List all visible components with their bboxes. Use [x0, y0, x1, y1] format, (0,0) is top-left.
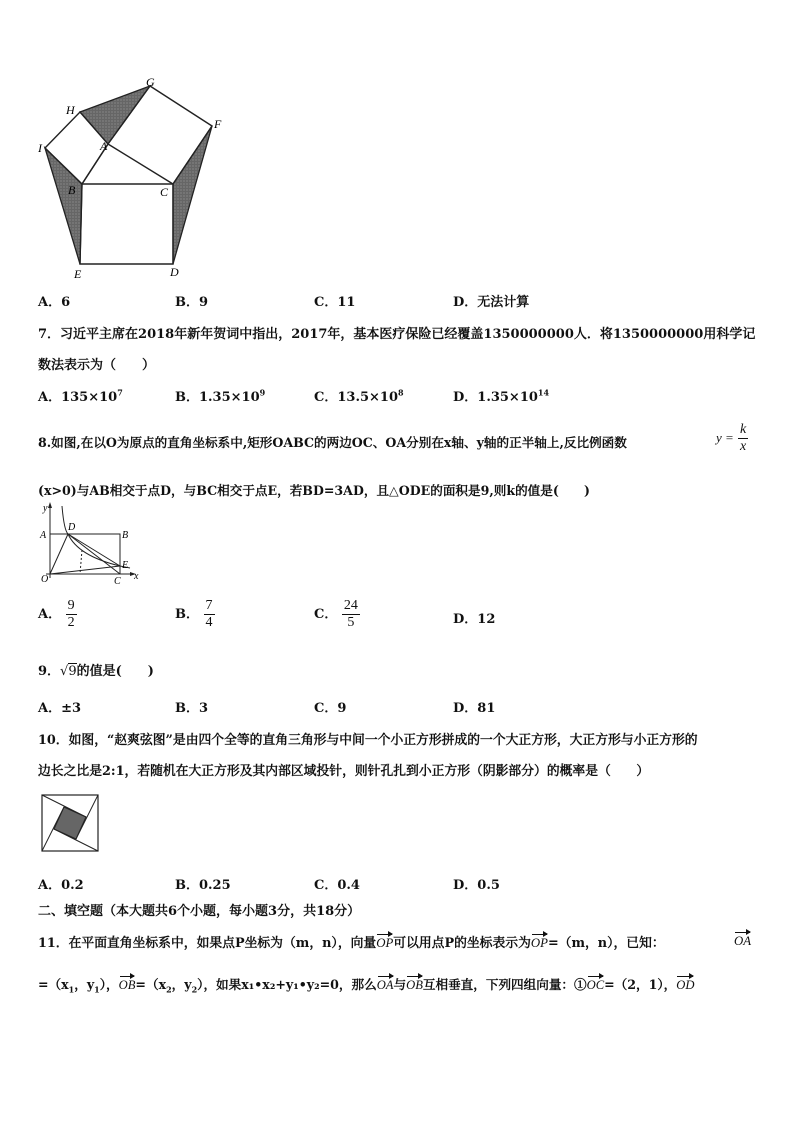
q6-option-c[interactable]: C．11 — [314, 295, 356, 310]
vector-oa: OA — [734, 934, 752, 948]
vector-op-2: OP — [530, 936, 548, 950]
q8-option-a[interactable]: A． $\frac{9}{2}$ — [38, 598, 75, 630]
q8-option-b[interactable]: B． $\frac{7}{4}$ — [175, 598, 213, 630]
q7-option-b[interactable]: B．$1.35\times 10^9$ — [175, 387, 266, 405]
q7-option-a[interactable]: A．$135\times 10^7$ — [38, 387, 123, 405]
q10-option-a[interactable]: A．0.2 — [38, 878, 84, 893]
label-e: E — [74, 267, 82, 281]
vector-oc: OC — [586, 978, 605, 992]
label-e: E — [122, 560, 129, 571]
q8-text-line1: 8.如图,在以O为原点的直角坐标系中,矩形OABC的两边OC、OA分别在x轴、y轴的正半轴上,反比例函数 — [38, 435, 627, 450]
label-a: A — [40, 530, 47, 541]
q8-figure — [34, 500, 144, 586]
q8-func-y: y = — [716, 430, 734, 445]
label-i: I — [38, 141, 42, 155]
q9-text: 9．√9的值是( ) — [38, 664, 154, 679]
segment-oe — [50, 566, 120, 574]
q6-option-b[interactable]: B．9 — [175, 295, 209, 310]
q9-option-c[interactable]: C．9 — [314, 701, 347, 716]
label-h: H — [66, 103, 75, 117]
segment-od — [50, 534, 68, 574]
label-a: A — [100, 139, 108, 153]
q9-option-a[interactable]: A．±3 — [38, 701, 82, 716]
q8-option-d[interactable]: D．12 — [453, 612, 496, 627]
q8-text-line2: (x>0)与AB相交于点D，与BC相交于点E，若BD=3AD，且△ODE的面积是9,则k的值是( ) — [38, 483, 590, 498]
vector-od: OD — [676, 978, 695, 992]
q7-option-c[interactable]: C．$13.5\times 10^8$ — [314, 387, 404, 405]
label-b: B — [68, 183, 76, 197]
label-f: F — [214, 117, 222, 131]
label-g: G — [146, 75, 155, 89]
q10-option-c[interactable]: C．0.4 — [314, 878, 360, 893]
label-c: C — [160, 185, 169, 199]
label-d: D — [170, 265, 179, 279]
y-axis-arrow — [48, 502, 52, 508]
q7-option-d[interactable]: D．$1.35\times 10^{14}$ — [453, 387, 550, 405]
label-d: D — [68, 522, 76, 533]
q7-text-line2: 数法表示为（ ） — [38, 358, 156, 373]
q6-figure — [30, 72, 230, 282]
q10-option-d[interactable]: D．0.5 — [453, 878, 500, 893]
label-y: y — [43, 503, 48, 514]
sqrt-symbol: √ — [60, 664, 69, 679]
q9-option-b[interactable]: B．3 — [175, 701, 209, 716]
q8-func-den: x — [739, 439, 747, 454]
segment-dc — [68, 534, 120, 574]
q6-option-a[interactable]: A．6 — [38, 295, 71, 310]
q11-text-line1: 11．在平面直角坐标系中，如果点P坐标为（m，n），向量OP可以用点P的坐标表示为OP=（m，n），已知： — [38, 936, 665, 951]
q8-func-fraction — [738, 422, 748, 455]
vector-ob-2: OB — [406, 978, 423, 992]
vector-oa-2: OA — [376, 978, 394, 992]
q10-option-b[interactable]: B．0.25 — [175, 878, 231, 893]
q8-option-c[interactable]: C． $\frac{24}{5}$ — [314, 598, 358, 630]
section2-heading: 二、填空题（本大题共6个小题，每小题3分，共18分） — [38, 904, 361, 919]
q8-func-num: k — [739, 422, 747, 437]
segment-de — [68, 534, 120, 566]
shaded-small-square — [54, 807, 86, 839]
vector-ob: OB — [118, 978, 136, 992]
q10-text-line1: 10．如图，“赵爽弦图”是由四个全等的直角三角形与中间一个小正方形拼成的一个大正方形，大正方形与小正方形的 — [38, 733, 698, 748]
shaded-triangle-right — [173, 126, 212, 264]
q6-option-d[interactable]: D．无法计算 — [453, 295, 530, 310]
label-x: x — [134, 571, 139, 582]
q10-text-line2: 边长之比是2:1，若随机在大正方形及其内部区域投针，则针孔扎到小正方形（阴影部分）的概率是（ ） — [38, 764, 650, 779]
label-o: O — [41, 574, 49, 585]
q11-text-line2: $=(x_1$，$y_1$），$OB=(x_2$，$y_2$），如果x₁•x₂+y₁•y₂=0，那么OA与OB互相垂直，下列四组向量：①OC=（2，1），OD — [38, 977, 695, 995]
label-c: C — [114, 576, 121, 586]
vector-op: OP — [376, 936, 394, 950]
q8-function — [716, 422, 748, 455]
q7-text-line1: 7．习近平主席在2018年新年贺词中指出，2017年，基本医疗保险已经覆盖1350000000人．将1350000000用科学记 — [38, 327, 756, 342]
q9-option-d[interactable]: D．81 — [453, 701, 496, 716]
q10-figure — [40, 793, 102, 855]
label-b: B — [122, 530, 129, 541]
sqrt-radicand: 9 — [68, 664, 77, 679]
rectangle-oabc — [50, 534, 120, 574]
